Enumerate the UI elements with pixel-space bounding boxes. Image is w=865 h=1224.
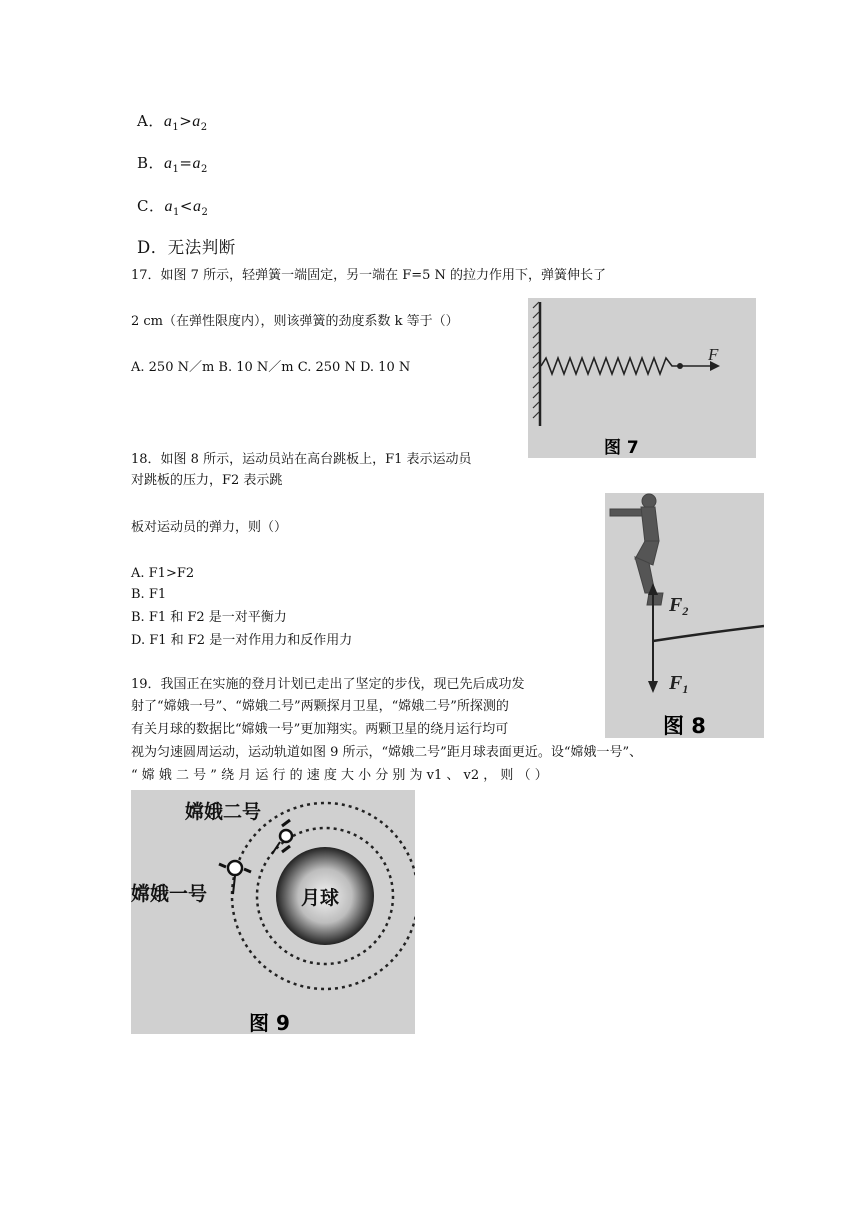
var-a2: a [192, 198, 202, 215]
q18-option-b: B. F1 [131, 587, 167, 602]
spring-diagram [528, 298, 756, 458]
label-f1: $F_1$ [669, 672, 689, 696]
q19-line5: “ 嫦 娥 二 号 ” 绕 月 运 行 的 速 度 大 小 分 别 为 v1 、 v2 ， 则 （ ） [131, 768, 548, 783]
orbit-diagram [131, 790, 415, 1034]
option-16-c [137, 195, 208, 218]
var-a2: a [192, 155, 201, 172]
sub: 2 [200, 164, 208, 175]
sat2-label: 嫦娥二号 [185, 801, 262, 823]
q18-option-d: D. F1 和 F2 是一对作用力和反作用力 [131, 633, 353, 648]
q19-line4: 视为匀速圆周运动，运动轨道如图 9 所示，“嫦娥二号”距月球表面更近。设“嫦娥一号”、 [131, 745, 643, 760]
operator: > [179, 112, 193, 130]
sub: 1 [172, 164, 180, 175]
operator: = [179, 154, 193, 172]
q18-option-a: A. F1>F2 [131, 566, 195, 581]
q19-line3: 有关月球的数据比“嫦娥一号”更加翔实。两颗卫星的绕月运行均可 [131, 722, 509, 737]
sub: 2 [201, 207, 209, 218]
var-a1: a [164, 155, 173, 172]
force-label-f: F [708, 345, 719, 364]
option-letter: A． [137, 112, 164, 130]
sat1-label: 嫦娥一号 [131, 883, 208, 905]
sub: 1 [172, 207, 180, 218]
option-16-d [137, 234, 236, 258]
q17-line2: 2 cm（在弹性限度内），则该弹簧的劲度系数 k 等于（） [131, 314, 459, 329]
figure-9-caption: 图 9 [249, 1011, 290, 1034]
operator: < [179, 197, 193, 215]
option-letter: C． [137, 197, 165, 215]
option-text: 无法判断 [167, 238, 236, 257]
q19-line2: 射了“嫦娥一号”、“嫦娥二号”两颗探月卫星，“嫦娥二号”所探测的 [131, 699, 509, 714]
label-f2: $F_2$ [669, 594, 689, 618]
figure-8 [605, 493, 764, 738]
option-16-b [137, 152, 208, 175]
diver-diagram [605, 493, 764, 738]
figure-7-caption: 图 7 [604, 438, 639, 458]
var-a2: a [192, 113, 201, 130]
sub: 2 [200, 122, 208, 133]
q17-options: A. 250 N／m B. 10 N／m C. 250 N D. 10 N [131, 360, 411, 375]
var-a1: a [164, 198, 173, 215]
option-letter: D． [137, 238, 168, 257]
moon-label: 月球 [301, 887, 340, 909]
figure-7 [528, 298, 756, 458]
option-16-a [137, 110, 208, 133]
figure-9 [131, 790, 415, 1034]
q18-line2: 对跳板的压力，F2 表示跳 [131, 473, 283, 488]
sub: 1 [172, 122, 180, 133]
q18-option-c: B. F1 和 F2 是一对平衡力 [131, 610, 287, 625]
option-letter: B． [137, 154, 165, 172]
var-a1: a [163, 113, 173, 130]
q17-line1: 17．如图 7 所示，轻弹簧一端固定，另一端在 F=5 N 的拉力作用下，弹簧伸长了 [131, 268, 607, 283]
q18-line3: 板对运动员的弹力，则（） [131, 520, 288, 535]
figure-8-caption: 图 8 [663, 714, 706, 738]
q19-line1: 19．我国正在实施的登月计划已走出了坚定的步伐，现已先后成功发 [131, 677, 525, 692]
q18-line1: 18．如图 8 所示，运动员站在高台跳板上，F1 表示运动员 [131, 452, 472, 467]
